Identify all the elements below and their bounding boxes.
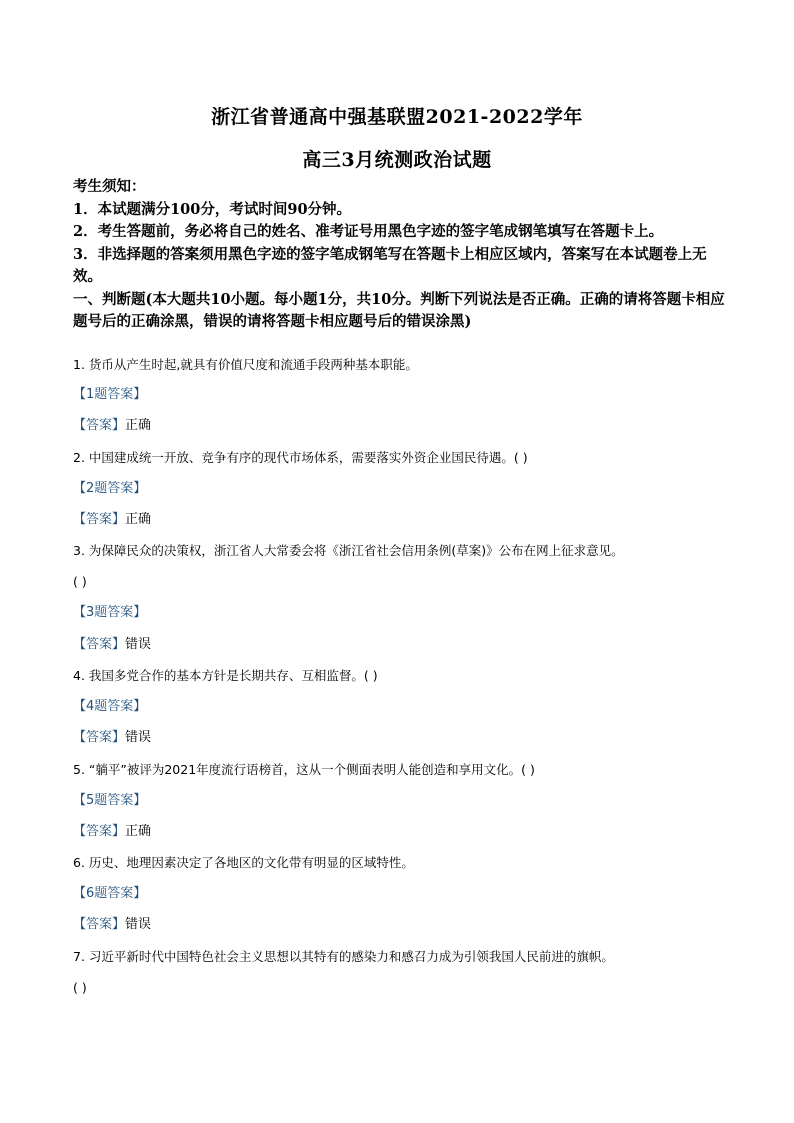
answer-tag-4 [73, 698, 146, 716]
answer-2 [73, 511, 151, 529]
question-7: 7. 习近平新时代中国特色社会主义思想以其特有的感染力和感召力成为引领我国人民前进的旗帜。 [73, 949, 614, 964]
answer-tag-text: 【5题答案】 [73, 793, 147, 808]
notice-item-3: 3．非选择题的答案须用黑色字迹的签字笔成钢笔写在答题卡上相应区域内，答案写在本试题卷上无效。 [73, 245, 707, 285]
answer-label: 【答案】 [73, 824, 126, 839]
question-3: 3. 为保障民众的决策权，浙江省人大常委会将《浙江省社会信用条例(草案)》公布在网上征求意见。 [73, 543, 624, 558]
answer-value: 正确 [125, 512, 152, 527]
answer-tag-3 [73, 604, 146, 622]
answer-tag-6 [73, 885, 146, 903]
question-6: 6. 历史、地理因素决定了各地区的文化带有明显的区域特性。 [73, 855, 414, 870]
answer-value: 正确 [125, 824, 152, 839]
candidate-notice [73, 176, 728, 334]
answer-label: 【答案】 [73, 730, 126, 745]
answer-label: 【答案】 [73, 917, 126, 932]
answer-tag-text: 【1题答案】 [73, 387, 147, 402]
question-4: 4. 我国多党合作的基本方针是长期共存、互相监督。( ) [73, 668, 378, 683]
answer-tag-1 [73, 386, 146, 404]
answer-4 [73, 729, 151, 747]
answer-tag-text: 【2题答案】 [73, 481, 147, 496]
answer-value: 错误 [125, 637, 152, 652]
answer-value: 错误 [125, 730, 152, 745]
answer-6 [73, 916, 151, 934]
notice-item-1: 1．本试题满分100分，考试时间90分钟。 [73, 200, 352, 218]
question-7-blank: ( ) [73, 980, 87, 995]
answer-tag-text: 【6题答案】 [73, 886, 147, 901]
section-heading: 一、判断题(本大题共10小题。每小题1分，共10分。判断下列说法是否正确。正确的请将答题卡相应题号后的正确涂黑，错误的请将答题卡相应题号后的错误涂黑) [73, 290, 725, 330]
answer-tag-text: 【4题答案】 [73, 699, 147, 714]
answer-value: 正确 [125, 418, 152, 433]
notice-item-2: 2．考生答题前，务必将自己的姓名、准考证号用黑色字迹的签字笔成钢笔填写在答题卡上。 [73, 223, 664, 240]
question-1: 1. 货币从产生时起,就具有价值尺度和流通手段两种基本职能。 [73, 357, 418, 372]
document-title-line2: 高三3月统测政治试题 [302, 149, 492, 171]
answer-label: 【答案】 [73, 637, 126, 652]
answer-5 [73, 823, 151, 841]
answer-value: 错误 [125, 917, 152, 932]
question-5: 5. “躺平”被评为2021年度流行语榜首，这从一个侧面表明人能创造和享用文化。( ) [73, 762, 535, 777]
question-3-blank: ( ) [73, 574, 87, 589]
answer-tag-5 [73, 792, 146, 810]
answer-1 [73, 417, 151, 435]
question-2: 2. 中国建成统一开放、竞争有序的现代市场体系，需要落实外资企业国民待遇。( ) [73, 450, 528, 465]
answer-3 [73, 636, 151, 654]
answer-label: 【答案】 [73, 512, 126, 527]
answer-label: 【答案】 [73, 418, 126, 433]
answer-tag-2 [73, 480, 146, 498]
answer-tag-text: 【3题答案】 [73, 605, 147, 620]
document-title-line1: 浙江省普通高中强基联盟2021-2022学年 [211, 106, 583, 128]
notice-heading: 考生须知： [73, 178, 146, 195]
